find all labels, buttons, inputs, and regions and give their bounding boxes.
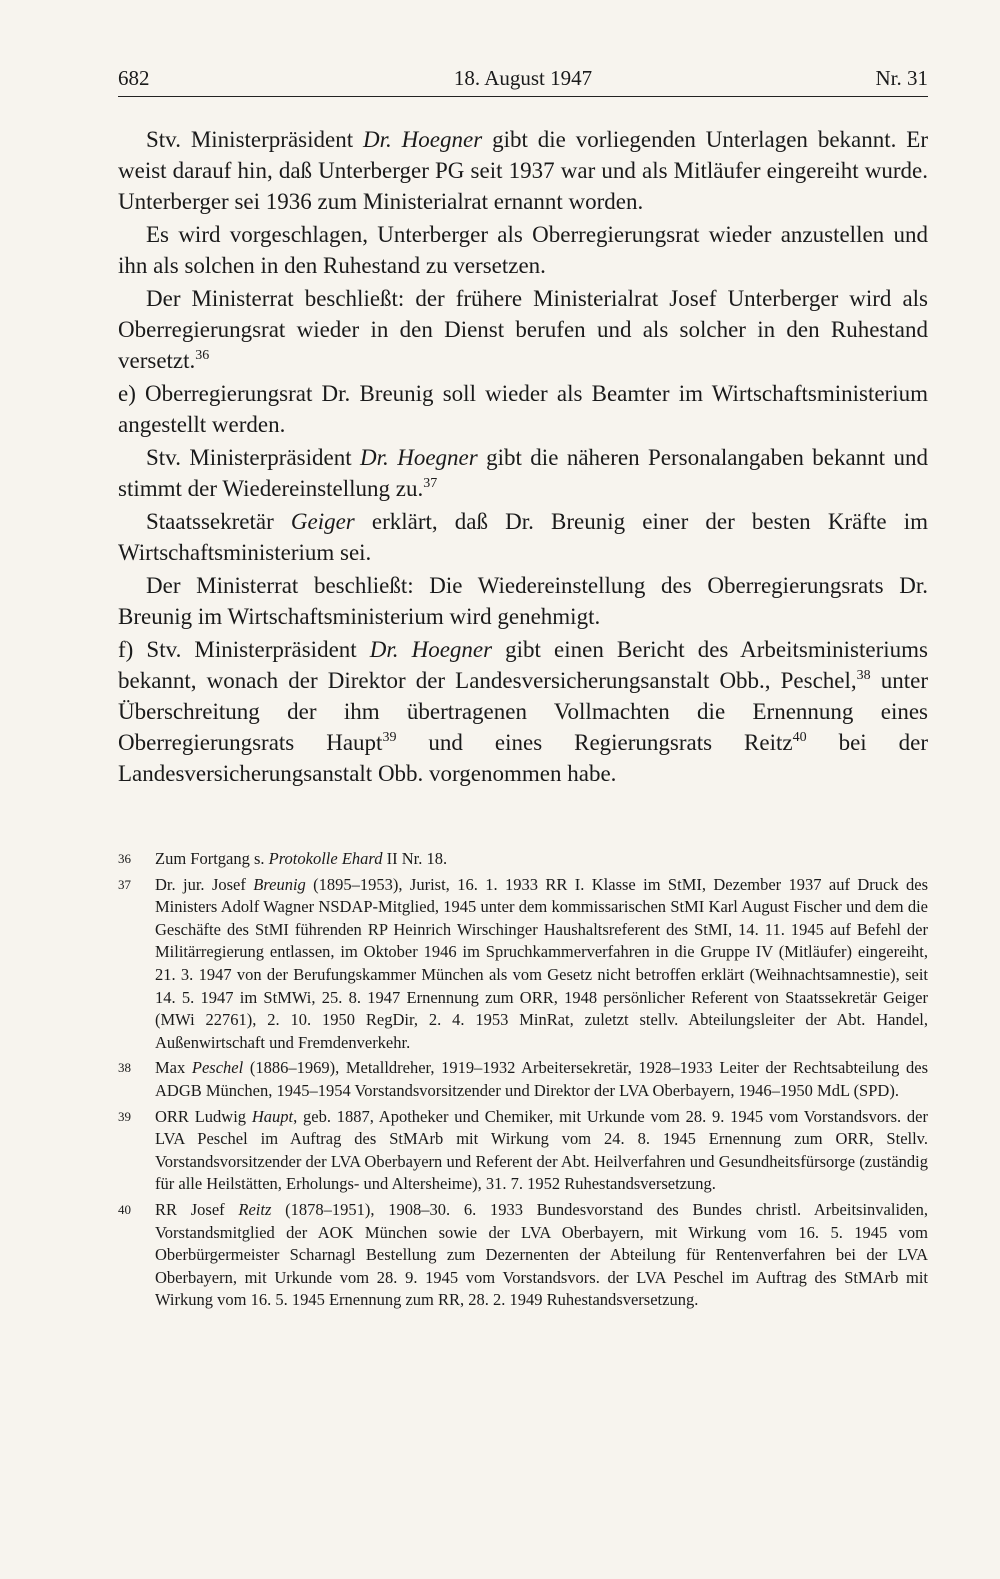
footnote-number: 37	[118, 876, 131, 892]
italic-name: Protokolle Ehard	[268, 849, 383, 868]
text-run: e) Oberregierungsrat Dr. Breunig soll wieder als Beamter im Wirtschaftsministerium angestellt werden.	[118, 381, 928, 437]
text-run: bei der Landesversicherungsanstalt Obb. vorgenommen habe.	[118, 730, 928, 786]
footnote	[118, 1106, 928, 1196]
paragraph	[118, 124, 928, 217]
text-run: Es wird vorgeschlagen, Unterberger als Oberregierungsrat wieder anzustellen und ihn als solchen in den Ruhestand zu versetzen.	[118, 222, 928, 278]
paragraph	[118, 442, 928, 504]
italic-name: Reitz	[238, 1199, 272, 1219]
text-run: ORR Ludwig	[155, 1106, 252, 1126]
header-date: 18. August 1947	[453, 66, 593, 90]
text-run: (1886–1969), Metalldreher, 1919–1932 Arbeitersekretär, 1928–1933 Leiter der Rechtsabteilung des ADGB München, 1945–1954 Vorstandsvorsitzender und Direktor der LVA Oberbayern, 1946–1950 MdL (SPD).	[155, 1058, 928, 1100]
italic-name: Peschel	[191, 1058, 244, 1078]
paragraph	[118, 283, 928, 376]
text-run: erklärt, daß Dr. Breunig einer der besten Kräfte im Wirtschaftsministerium sei.	[118, 509, 928, 565]
paragraph	[118, 378, 928, 440]
italic-name: Dr. Hoegner	[363, 127, 483, 152]
text-run: Staatssekretär	[146, 509, 291, 534]
main-text	[118, 124, 928, 789]
text-run: unter Überschreitung der ihm übertragenen Vollmachten die Ernennung eines Oberregierungsrats Haupt	[118, 668, 928, 755]
text-run: und eines Regierungsrats Reitz	[396, 730, 793, 755]
text-run: Der Ministerrat beschließt: der frühere Ministerialrat Josef Unterberger wird als Oberregierungsrat wieder in den Dienst berufen und als solcher in den Ruhestand versetzt.	[118, 286, 928, 373]
footnote-number: 36	[118, 851, 131, 866]
text-run: f) Stv. Ministerpräsident	[118, 637, 370, 662]
footnote-number: 38	[118, 1060, 131, 1076]
footnote	[118, 848, 928, 871]
text-run: RR Josef	[155, 1199, 239, 1219]
text-run: (1895–1953), Jurist, 16. 1. 1933 RR I. Klasse im StMI, Dezember 1937 auf Druck des Ministers Adolf Wagner NSDAP-Mitglied, 1945 unter dem kommissarischen StMI Karl August Fischer und dem die Geschäfte des StMI führenden RP Heinrich Wirschinger Haushaltsreferent des StMI, 14. 11. 1945 auf Befehl der Militärregierung entlassen, im Oktober 1946 im Spruchkammerverfahren in die Gruppe IV (Mitläufer) eingereiht, 21. 3. 1947 von der Berufungskammer München als vom Gesetz nicht betroffen erklärt (Weihnachtsamnestie), seit 14. 5. 1947 im StMWi, 25. 8. 1947 Ernennung zum ORR, 1948 persönlicher Referent von Staatssekretär Geiger (MWi 22761), 2. 10. 1950 RegDir, 2. 4. 1953 MinRat, zuletzt stellv. Abteilungsleiter der Abt. Handel, Außenwirtschaft und Fremdenverkehr.	[155, 874, 928, 1052]
footnote-number: 40	[118, 1201, 131, 1217]
text-run: Zum Fortgang s.	[155, 849, 269, 868]
text-run: , geb. 1887, Apotheker und Chemiker, mit Urkunde vom 28. 9. 1945 vom Vorstandsvors. der LVA Peschel im Auftrag des StMArb mit Wirkung vom 24. 8. 1945 Ernennung zum ORR, Stellv. Vorstandsvorsitzender der LVA Oberbayern und Referent der Abt. Heilverfahren und Gesundheitsfürsorge (zuständig für alle Heilstätten, Erholungs- und Altersheime), 31. 7. 1952 Ruhestandsversetzung.	[155, 1106, 928, 1194]
page-number: 682	[118, 66, 150, 90]
footnote	[118, 874, 928, 1055]
text-run: Max	[155, 1058, 192, 1078]
paragraph	[118, 219, 928, 281]
text-run: Dr. jur. Josef	[155, 874, 254, 894]
footnotes	[118, 848, 928, 1315]
text-run: Der Ministerrat beschließt: Die Wiedereinstellung des Oberregierungsrats Dr. Breunig im Wirtschaftsministerium wird genehmigt.	[118, 573, 928, 629]
footnote	[118, 1057, 928, 1102]
footnote-number: 39	[118, 1108, 131, 1124]
paragraph	[118, 506, 928, 568]
italic-name: Dr. Hoegner	[360, 445, 478, 470]
footnote-ref: 39	[382, 730, 397, 745]
text-run: II Nr. 18.	[382, 849, 448, 868]
italic-name: Dr. Hoegner	[369, 637, 493, 662]
text-run: Stv. Ministerpräsident	[146, 445, 361, 470]
footnote	[118, 1199, 928, 1312]
footnote-ref: 37	[423, 476, 438, 491]
text-run: Stv. Ministerpräsident	[146, 127, 364, 152]
running-header	[118, 62, 928, 97]
paragraph	[118, 570, 928, 632]
italic-name: Geiger	[290, 509, 355, 534]
paragraph	[118, 634, 928, 789]
italic-name: Breunig	[253, 874, 306, 894]
text-run: gibt die näheren Personalangaben bekannt und stimmt der Wiedereinstellung zu.	[118, 445, 928, 501]
text-run: gibt einen Bericht des Arbeitsministeriums bekannt, wonach der Direktor der Landesversicherungsanstalt Obb., Peschel,	[118, 637, 928, 693]
text-run: gibt die vorliegenden Unterlagen bekannt. Er weist darauf hin, daß Unterberger PG seit 1937 war und als Mitläufer eingereiht wurde. Unterberger sei 1936 zum Ministerialrat ernannt worden.	[118, 127, 929, 214]
footnote-ref: 38	[856, 668, 871, 683]
text-run: (1878–1951), 1908–30. 6. 1933 Bundesvorstand des Bundes christl. Arbeitsinvaliden, Vorstandsmitglied der AOK München sowie der LVA Oberbayern, mit Wirkung vom 16. 5. 1945 vom Oberbürgermeister Scharnagl Bestellung zum Dezernenten der Abteilung für Rentenverfahren bei der LVA Oberbayern, mit Urkunde vom 28. 9. 1945 vom Vorstandsvors. der LVA Peschel im Auftrag des StMArb mit Wirkung vom 16. 5. 1945 Ernennung zum RR, 28. 2. 1949 Ruhestandsversetzung.	[155, 1199, 928, 1310]
italic-name: Haupt	[251, 1106, 294, 1126]
footnote-ref: 36	[195, 348, 210, 363]
issue-number: Nr. 31	[875, 66, 928, 90]
footnote-ref: 40	[792, 730, 807, 745]
